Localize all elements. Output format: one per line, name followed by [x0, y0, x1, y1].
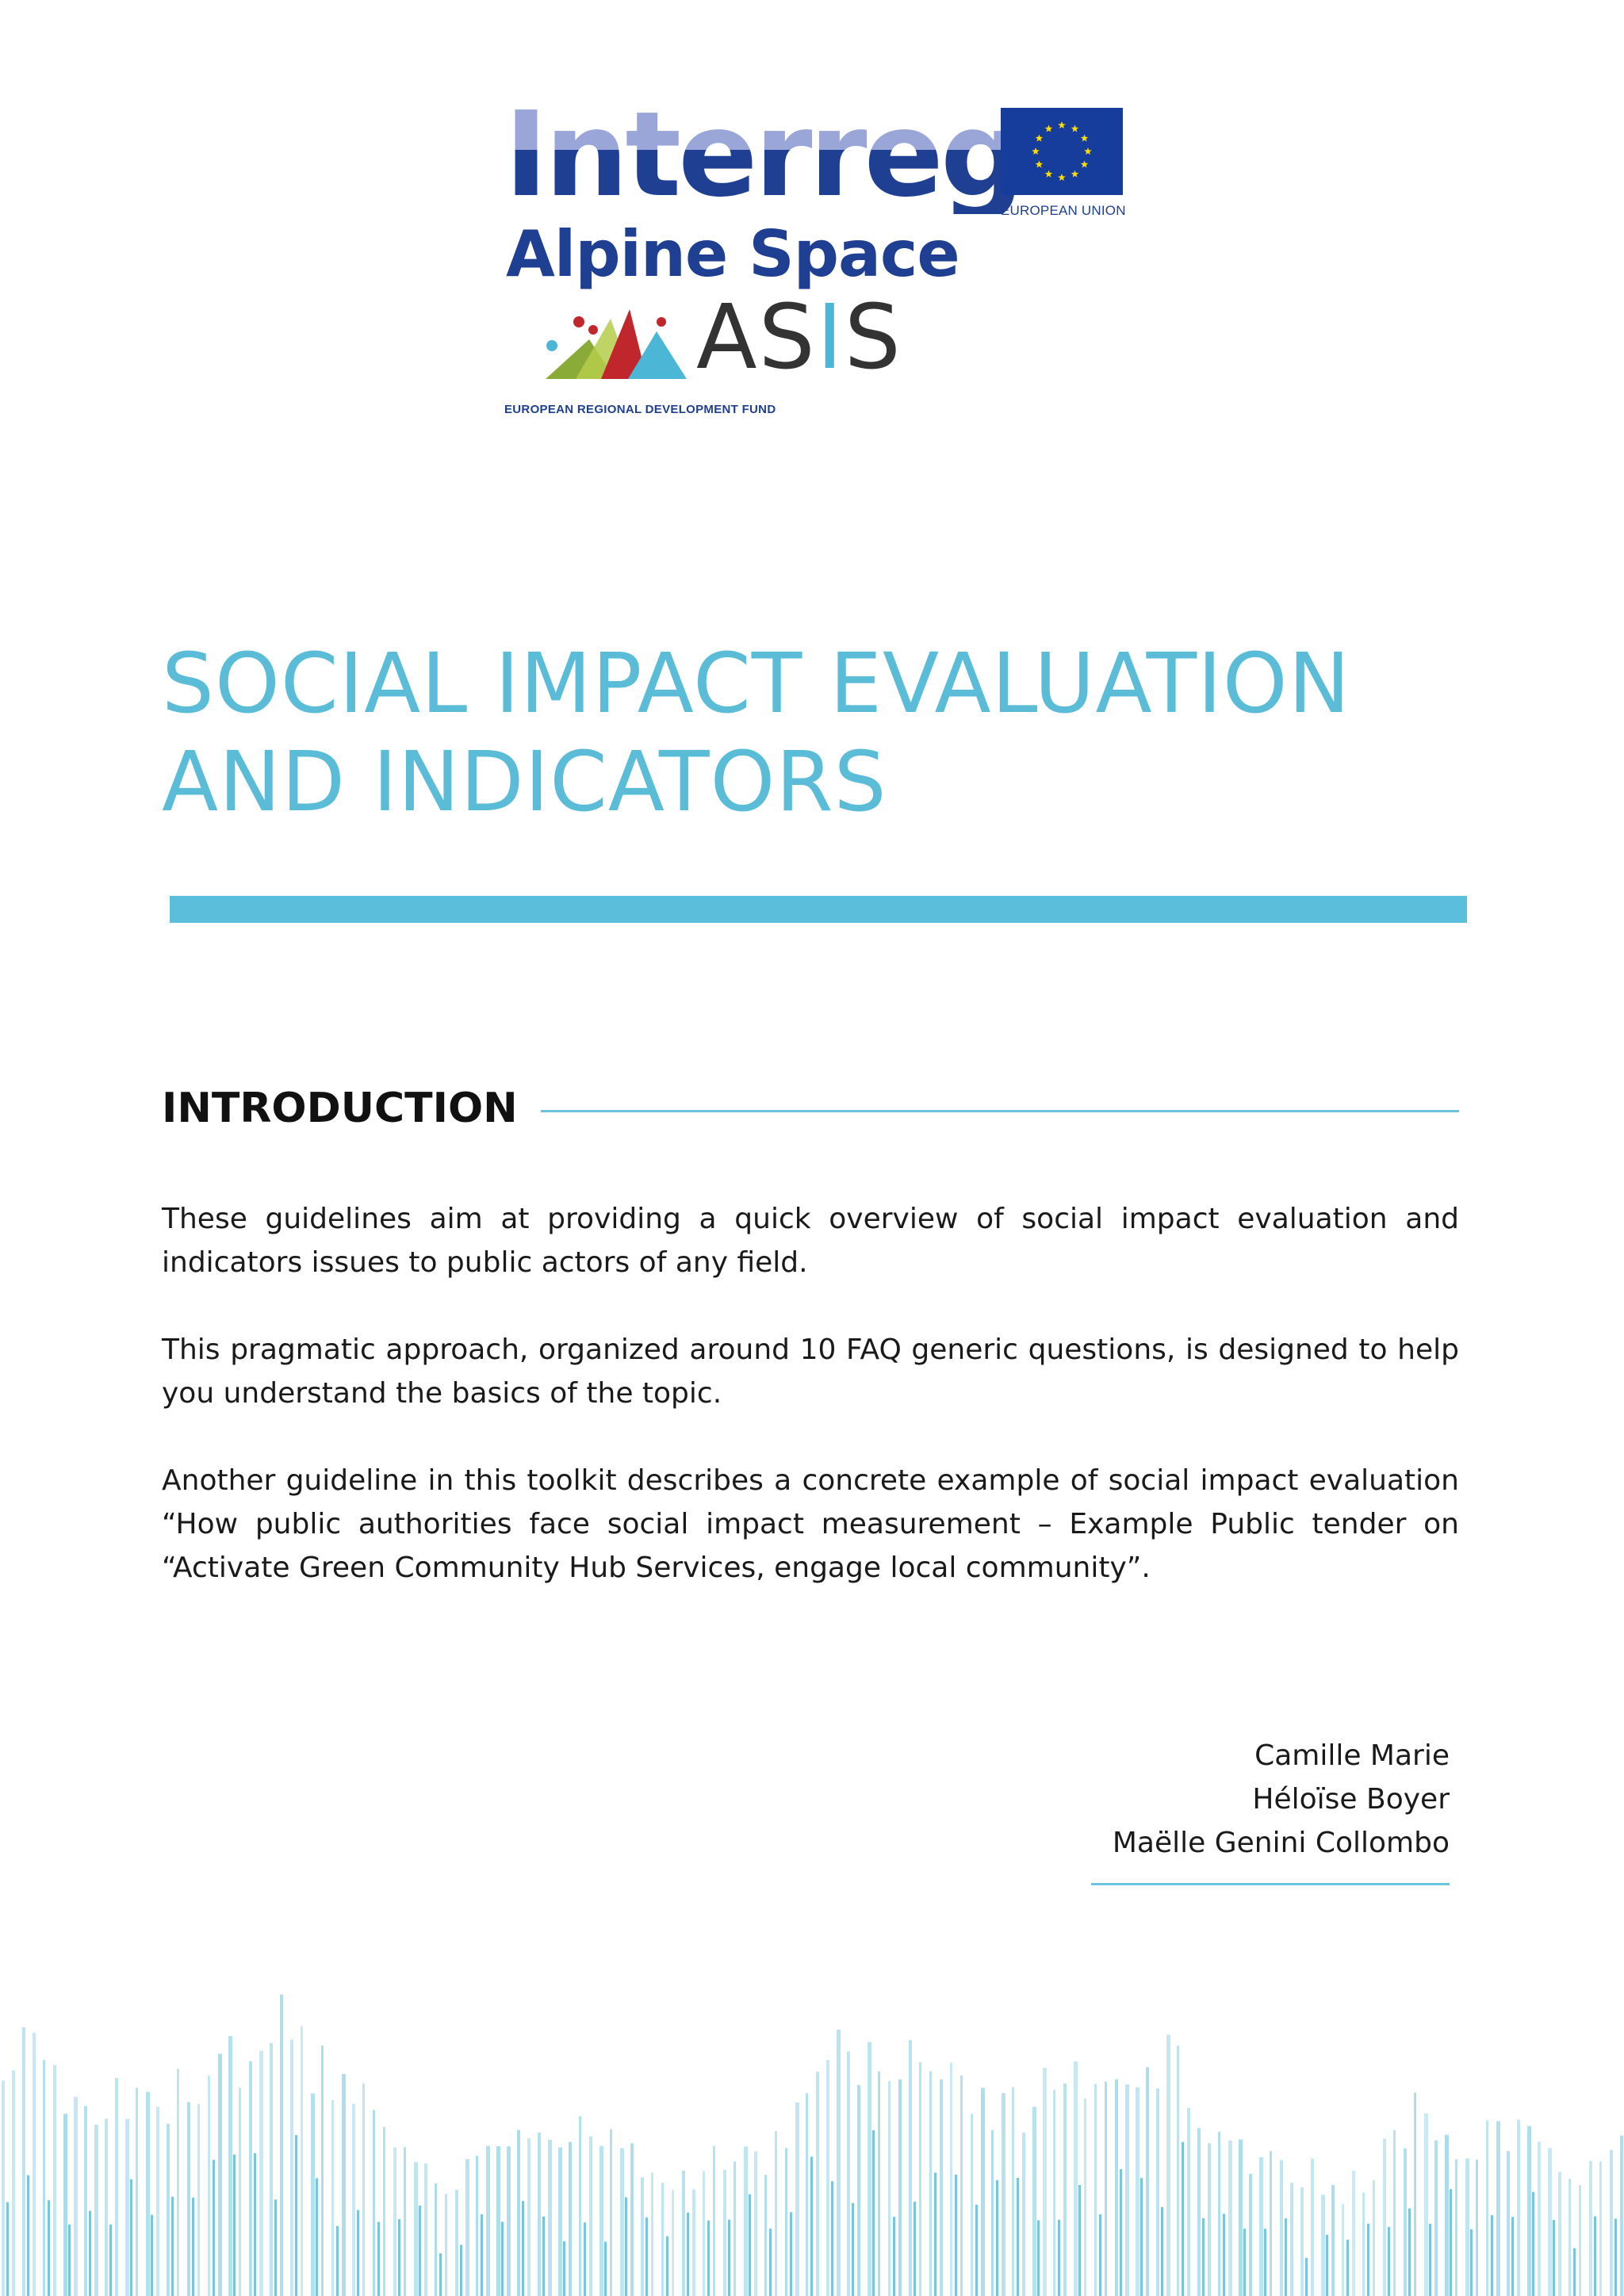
waveform-bar — [589, 2137, 592, 2296]
waveform-bar — [1187, 2108, 1190, 2296]
waveform-bar — [826, 2060, 829, 2296]
waveform-bar — [1362, 2193, 1365, 2296]
waveform-bar — [12, 2071, 15, 2296]
waveform-bar — [955, 2175, 957, 2296]
waveform-bar — [481, 2214, 483, 2296]
waveform-bar — [687, 2213, 689, 2296]
erdf-label: EUROPEAN REGIONAL DEVELOPMENT FUND — [504, 403, 776, 416]
waveform-bar — [1115, 2080, 1118, 2296]
waveform-bar — [645, 2218, 648, 2296]
waveform-bar — [1476, 2160, 1478, 2296]
intro-paragraph-3: Another guideline in this toolkit describes a concrete example of social impact evaluation “How public authorities face social impact measurement – Example Public tender on “Activate Green Community Hub Services, engage local community”. — [162, 1464, 1459, 1584]
waveform-bar — [991, 2130, 994, 2296]
waveform-bar — [707, 2221, 710, 2296]
waveform-bar — [1290, 2183, 1293, 2296]
authors-block — [1113, 1734, 1450, 1865]
waveform-bar — [1053, 2090, 1055, 2296]
waveform-bar — [1078, 2185, 1081, 2296]
waveform-bar — [424, 2164, 427, 2296]
waveform-bar — [316, 2178, 318, 2296]
waveform-bar — [197, 2104, 200, 2296]
waveform-bar — [496, 2146, 500, 2296]
waveform-bar — [151, 2215, 153, 2296]
waveform-bar — [274, 2199, 277, 2296]
waveform-bar — [749, 2195, 751, 2296]
waveform-bar — [713, 2146, 715, 2296]
waveform-bar — [1558, 2172, 1561, 2296]
waveform-bar — [84, 2106, 87, 2296]
waveform-bar — [1017, 2178, 1019, 2296]
title-line-2: AND INDICATORS — [162, 733, 887, 830]
waveform-bar — [1553, 2220, 1555, 2296]
waveform-bar — [775, 2131, 777, 2296]
waveform-bar — [146, 2091, 150, 2296]
waveform-bar — [1326, 2235, 1328, 2296]
waveform-bar — [754, 2152, 757, 2296]
waveform-bar — [769, 2229, 772, 2296]
waveform-bar — [465, 2159, 469, 2296]
waveform-bar — [270, 2043, 273, 2296]
waveform-bar — [723, 2170, 726, 2296]
waveform-bar — [1249, 2174, 1252, 2296]
waveform-bar — [331, 2100, 334, 2296]
waveform-bar — [1012, 2087, 1014, 2296]
title-underline-bar — [170, 896, 1467, 923]
waveform-bar — [1311, 2159, 1314, 2296]
waveform-bar — [68, 2225, 71, 2296]
waveform-bar — [295, 2135, 297, 2296]
waveform-bar — [393, 2148, 396, 2296]
intro-paragraph-1: These guidelines aim at providing a quick overview of social impact evaluation and indicators issues to public actors of any field. — [162, 1203, 1459, 1279]
waveform-bar — [806, 2093, 808, 2296]
waveform-bar — [1491, 2215, 1493, 2296]
waveform-bar — [311, 2093, 315, 2296]
waveform-bar — [599, 2146, 603, 2296]
waveform-bar — [868, 2042, 871, 2296]
waveform-bar — [136, 2087, 138, 2296]
waveform-bar — [2, 2080, 5, 2296]
waveform-bar — [1455, 2159, 1457, 2296]
waveform-bar — [336, 2226, 339, 2296]
waveform-bar — [105, 2118, 108, 2296]
waveform-bar — [1259, 2157, 1263, 2296]
waveform-bar — [548, 2140, 552, 2296]
waveform-bar — [971, 2114, 973, 2296]
waveform-bar — [476, 2156, 478, 2296]
waveform-bar — [1408, 2209, 1411, 2296]
waveform-bar — [1331, 2185, 1335, 2296]
waveform-bar — [1099, 2214, 1101, 2296]
waveform-bar — [1573, 2248, 1576, 2296]
waveform-bar — [1043, 2068, 1047, 2296]
waveform-bar — [357, 2210, 359, 2296]
waveform-bar — [641, 2177, 644, 2296]
waveform-bar — [1470, 2229, 1473, 2296]
waveform-bar — [682, 2171, 685, 2296]
waveform-bar — [1264, 2229, 1266, 2296]
waveform-bar — [1383, 2138, 1386, 2296]
waveform-bar — [1197, 2128, 1201, 2296]
waveform-bar — [1161, 2207, 1163, 2296]
waveform-bar — [1280, 2160, 1283, 2296]
waveform-bar — [975, 2205, 978, 2296]
waveform-bar — [661, 2183, 664, 2296]
waveform-bar — [177, 2069, 179, 2296]
waveform-bar — [1022, 2133, 1025, 2296]
waveform-bar — [837, 2030, 841, 2296]
waveform-bar — [362, 2084, 365, 2296]
intro-paragraph-2: This pragmatic approach, organized around 10 FAQ generic questions, is designed to help you understand the basics of the topic. — [162, 1334, 1459, 1410]
waveform-bar — [213, 2160, 215, 2296]
waveform-bar — [1610, 2150, 1613, 2296]
waveform-bar — [1367, 2224, 1369, 2296]
waveform-bar — [857, 2085, 860, 2296]
waveform-bar — [6, 2202, 9, 2296]
waveform-bar — [74, 2097, 78, 2296]
waveform-bar — [187, 2102, 190, 2296]
waveform-bar — [878, 2072, 880, 2296]
waveform-bar — [1614, 2219, 1617, 2296]
waveform-bar — [666, 2237, 668, 2296]
waveform-bar — [1037, 2220, 1040, 2296]
waveform-bar — [1532, 2192, 1534, 2296]
waveform-bar — [1239, 2140, 1243, 2296]
waveform-bar — [692, 2190, 695, 2296]
waveform-bar — [22, 2027, 25, 2296]
waveform-bar — [228, 2036, 232, 2296]
waveform-bar — [1450, 2189, 1452, 2296]
waveform-bar — [816, 2072, 819, 2296]
waveform-bar — [301, 2026, 303, 2296]
waveform-bar — [1058, 2220, 1060, 2296]
author-3: Maëlle Genini Collombo — [1112, 1827, 1450, 1859]
waveform-bar — [414, 2162, 418, 2296]
waveform-bar — [790, 2212, 792, 2296]
interreg-logo: Interreg — [504, 86, 1021, 223]
waveform-bar — [888, 2081, 891, 2296]
waveform-bar — [542, 2217, 545, 2296]
waveform-bar — [1445, 2135, 1449, 2296]
waveform-bar — [439, 2253, 442, 2296]
waveform-bar — [156, 2107, 159, 2296]
waveform-bar — [1424, 2114, 1428, 2296]
waveform-bar — [940, 2080, 943, 2296]
waveform-bar — [1285, 2218, 1287, 2296]
waveform-bar — [1182, 2142, 1184, 2296]
waveform-bar — [321, 2045, 324, 2296]
waveform-bar — [1496, 2121, 1500, 2296]
waveform-bar — [259, 2051, 263, 2296]
waveform-bar — [63, 2114, 67, 2296]
waveform-bar — [398, 2219, 400, 2296]
waveform-bar — [1414, 2092, 1416, 2296]
waveform-bar — [1388, 2227, 1390, 2296]
author-1: Camille Marie — [1254, 1739, 1450, 1772]
waveform-bar — [960, 2076, 963, 2296]
waveform-bar — [1063, 2084, 1067, 2296]
waveform-bar — [94, 2125, 98, 2296]
waveform-bar — [1594, 2216, 1596, 2296]
waveform-bar — [569, 2142, 572, 2296]
waveform-bar — [1373, 2180, 1375, 2296]
eu-flag-icon — [1001, 108, 1123, 195]
waveform-bar — [280, 1995, 283, 2296]
waveform-bar — [89, 2211, 91, 2296]
waveform-bar — [404, 2147, 406, 2296]
waveform-bar — [810, 2156, 813, 2296]
waveform-bar — [1568, 2179, 1571, 2296]
introduction-heading: INTRODUCTION — [162, 1085, 518, 1132]
waveform-bar — [1579, 2185, 1581, 2296]
waveform-bar — [1527, 2126, 1531, 2296]
waveform-bar — [352, 2104, 355, 2296]
waveform-bar — [579, 2116, 581, 2296]
waveform-bar — [249, 2061, 252, 2296]
waveform-bar — [27, 2175, 29, 2296]
waveform-bar — [1517, 2120, 1520, 2296]
waveform-bar — [1589, 2161, 1592, 2296]
waveform-bar — [1228, 2141, 1232, 2296]
waveform-bar — [744, 2146, 748, 2296]
waveform-bar — [1094, 2084, 1097, 2296]
waveform-bar — [1404, 2149, 1407, 2296]
waveform-bar — [1218, 2132, 1220, 2296]
waveform-bar — [703, 2172, 705, 2296]
waveform-bar — [651, 2172, 653, 2296]
waveform-bar — [125, 2119, 129, 2296]
waveform-bar — [1105, 2082, 1107, 2296]
waveform-bar — [33, 2033, 36, 2296]
waveform-bar — [929, 2072, 932, 2296]
waveform-bar — [1599, 2161, 1602, 2296]
waveform-bar — [1084, 2099, 1086, 2296]
waveform-bar — [1120, 2169, 1122, 2296]
waveform-bar — [1208, 2143, 1211, 2296]
waveform-bar — [130, 2179, 132, 2296]
eu-label: EUROPEAN UNION — [1001, 203, 1126, 218]
waveform-bar — [584, 2222, 586, 2296]
decorative-waveform — [0, 1958, 1624, 2296]
waveform-bar — [795, 2103, 799, 2296]
waveform-bar — [1465, 2159, 1469, 2296]
waveform-bar — [1321, 2195, 1325, 2296]
waveform-bar — [996, 2180, 998, 2296]
waveform-bar — [1136, 2087, 1139, 2296]
waveform-bar — [1156, 2088, 1159, 2296]
waveform-bar — [373, 2110, 375, 2296]
waveform-bar — [419, 2206, 421, 2296]
waveform-bar — [898, 2080, 902, 2296]
waveform-bar — [342, 2074, 346, 2296]
waveform-bar — [115, 2078, 118, 2296]
waveform-bar — [435, 2183, 437, 2296]
waveform-bar — [831, 2181, 833, 2296]
alpine-space-logo-text: Alpine Space — [506, 217, 959, 291]
waveform-bar — [507, 2146, 511, 2296]
waveform-bar — [1002, 2093, 1005, 2296]
waveform-bar — [43, 2060, 45, 2296]
waveform-bar — [383, 2127, 385, 2296]
waveform-bar — [764, 2175, 767, 2296]
waveform-bar — [486, 2146, 490, 2296]
waveform-bar — [558, 2148, 562, 2296]
waveform-bar — [1507, 2151, 1510, 2296]
waveform-bar — [852, 2203, 854, 2296]
waveform-bar — [872, 2130, 875, 2296]
waveform-bar — [1434, 2141, 1438, 2296]
document-title — [162, 634, 1510, 831]
waveform-bar — [620, 2148, 624, 2296]
waveform-bar — [1538, 2142, 1541, 2296]
waveform-bar — [604, 2241, 607, 2296]
waveform-bar — [1243, 2229, 1246, 2296]
waveform-bar — [1342, 2204, 1344, 2296]
title-line-1: SOCIAL IMPACT EVALUATION — [162, 635, 1351, 732]
waveform-bar — [909, 2040, 912, 2296]
waveform-bar — [1429, 2224, 1431, 2296]
waveform-bar — [610, 2130, 612, 2296]
waveform-bar — [914, 2202, 916, 2296]
waveform-bar — [1074, 2061, 1078, 2296]
waveform-bar — [522, 2201, 524, 2296]
waveform-bar — [1125, 2084, 1129, 2296]
waveform-bar — [192, 2198, 194, 2296]
waveform-bar — [1177, 2045, 1179, 2296]
waveform-bar — [950, 2063, 952, 2296]
waveform-bar — [1346, 2240, 1349, 2296]
waveform-bar — [171, 2197, 174, 2296]
waveform-bar — [847, 2051, 850, 2296]
waveform-bar — [48, 2200, 50, 2296]
waveform-bar — [1393, 2130, 1396, 2296]
waveform-bar — [377, 2222, 380, 2296]
waveform-bar — [919, 2062, 921, 2296]
waveform-bar — [527, 2138, 530, 2296]
waveform-bar — [239, 2087, 241, 2296]
waveform-bar — [672, 2190, 674, 2296]
waveform-bar — [1223, 2214, 1225, 2296]
waveform-bar — [460, 2244, 462, 2296]
waveform-bar — [1140, 2178, 1143, 2296]
waveform-bar — [455, 2190, 458, 2296]
waveform-bar — [1202, 2218, 1205, 2296]
waveform-bar — [934, 2172, 936, 2296]
waveform-bar — [167, 2124, 170, 2296]
waveform-bar — [563, 2241, 565, 2296]
asis-logo-text: ASIS — [696, 286, 902, 389]
waveform-bar — [538, 2133, 541, 2296]
waveform-bar — [1300, 2187, 1304, 2296]
waveform-bar — [1352, 2171, 1355, 2296]
waveform-bar — [1032, 2107, 1036, 2296]
waveform-bar — [625, 2197, 627, 2296]
waveform-bar — [218, 2053, 222, 2296]
waveform-bar — [785, 2148, 787, 2296]
waveform-bar — [728, 2220, 730, 2296]
waveform-bar — [109, 2225, 112, 2296]
waveform-bar — [1620, 2136, 1623, 2296]
waveform-bar — [1270, 2151, 1272, 2296]
waveform-bar — [981, 2087, 985, 2296]
asis-mountains-icon — [546, 308, 688, 381]
waveform-bar — [445, 2194, 447, 2296]
waveform-bar — [1166, 2034, 1170, 2296]
waveform-bar — [517, 2130, 520, 2296]
waveform-bar — [1511, 2217, 1514, 2296]
waveform-bar — [733, 2161, 736, 2296]
waveform-bar — [233, 2155, 236, 2296]
waveform-bar — [1486, 2120, 1488, 2296]
authors-rule — [1091, 1883, 1450, 1885]
waveform-bar — [208, 2076, 210, 2296]
waveform-bar — [893, 2217, 895, 2296]
waveform-bar — [630, 2143, 634, 2296]
introduction-rule — [541, 1110, 1459, 1112]
waveform-bar — [53, 2065, 56, 2296]
waveform-bar — [1305, 2258, 1308, 2296]
waveform-bar — [1146, 2067, 1149, 2296]
author-2: Héloïse Boyer — [1252, 1783, 1450, 1816]
waveform-bar — [1548, 2148, 1552, 2296]
waveform-bar — [501, 2221, 504, 2296]
waveform-bar — [290, 2040, 293, 2296]
waveform-bar — [254, 2153, 256, 2296]
